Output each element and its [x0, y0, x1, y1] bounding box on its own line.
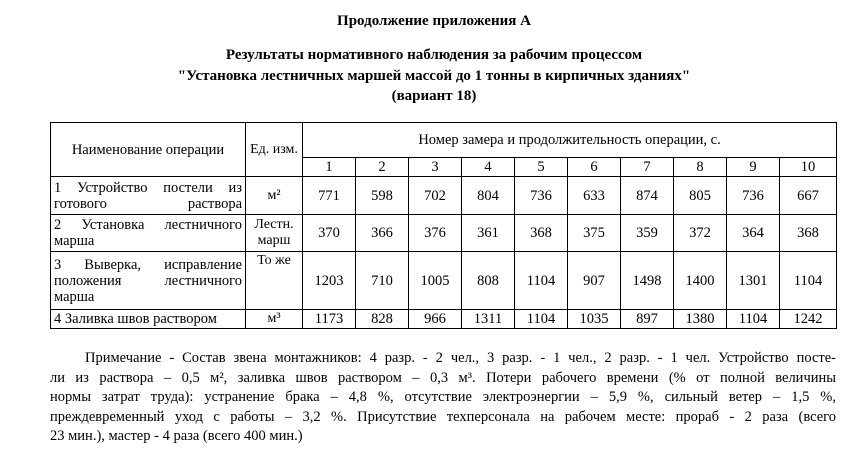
value-cell: 364: [727, 215, 780, 252]
value-cell: 372: [674, 215, 727, 252]
value-cell: 874: [621, 177, 674, 215]
value-cell: 736: [515, 177, 568, 215]
value-cell: 359: [621, 215, 674, 252]
header-number: 6: [568, 158, 621, 177]
value-cell: 1104: [727, 310, 780, 329]
value-cell: 907: [568, 252, 621, 310]
value-cell: 808: [462, 252, 515, 310]
header-number: 4: [462, 158, 515, 177]
value-cell: 1301: [727, 252, 780, 310]
unit-cell: Лестн. марш: [246, 215, 303, 252]
table-row: [51, 215, 837, 252]
header-number: 3: [409, 158, 462, 177]
value-cell: 598: [356, 177, 409, 215]
note-line: Примечание - Состав звена монтажников: 4 разр. - 2 чел., 3 разр. - 1 чел., 2 разр. - 1 чел. Устройство посте-: [85, 350, 836, 366]
note-paragraph: [50, 349, 836, 447]
value-cell: 1173: [303, 310, 356, 329]
value-cell: 736: [727, 177, 780, 215]
table-row: [51, 177, 837, 215]
header-number: 9: [727, 158, 780, 177]
value-cell: 368: [515, 215, 568, 252]
unit-cell: То же: [246, 252, 303, 310]
value-cell: 1104: [515, 252, 568, 310]
value-cell: 1380: [674, 310, 727, 329]
unit-cell: м³: [246, 310, 303, 329]
header-number: 7: [621, 158, 674, 177]
value-cell: 805: [674, 177, 727, 215]
value-cell: 771: [303, 177, 356, 215]
value-cell: 1400: [674, 252, 727, 310]
value-cell: 710: [356, 252, 409, 310]
value-cell: 1104: [780, 252, 837, 310]
table-row: [51, 252, 837, 310]
value-cell: 667: [780, 177, 837, 215]
value-cell: 1498: [621, 252, 674, 310]
note-line: 23 мин.), мастер - 4 раза (всего 400 мин.): [50, 428, 303, 444]
value-cell: 375: [568, 215, 621, 252]
value-cell: 370: [303, 215, 356, 252]
value-cell: 633: [568, 177, 621, 215]
value-cell: 376: [409, 215, 462, 252]
value-cell: 1005: [409, 252, 462, 310]
operation-name: 1 Устройство постели из готового раствора: [51, 177, 246, 215]
value-cell: 897: [621, 310, 674, 329]
header-number: 10: [780, 158, 837, 177]
operation-name: 2 Установка лестничного марша: [51, 215, 246, 252]
value-cell: 804: [462, 177, 515, 215]
value-cell: 828: [356, 310, 409, 329]
value-cell: 1203: [303, 252, 356, 310]
header-number: 1: [303, 158, 356, 177]
value-cell: 702: [409, 177, 462, 215]
note-line: ли из раствора – 0,5 м², заливка швов раствором – 0,3 м³. Потери рабочего времени (% от полной величины: [50, 369, 836, 386]
header-number: 5: [515, 158, 568, 177]
value-cell: 1035: [568, 310, 621, 329]
header-operation: Наименование операции: [51, 123, 246, 177]
process-name: "Установка лестничных маршей массой до 1 тонны в кирпичных зданиях": [177, 68, 691, 84]
value-cell: 361: [462, 215, 515, 252]
value-cell: 966: [409, 310, 462, 329]
value-cell: 366: [356, 215, 409, 252]
operation-name: 4 Заливка швов раствором: [51, 310, 246, 329]
header-row: [51, 123, 837, 158]
variant-label: (вариант 18): [391, 88, 477, 104]
value-cell: 368: [780, 215, 837, 252]
unit-cell: м²: [246, 177, 303, 215]
observation-table: [50, 122, 837, 329]
operation-name: 3 Выверка, исправление положения лестничного марша: [51, 252, 246, 310]
table-row: [51, 310, 837, 329]
appendix-continuation-title: Продолжение приложения А: [337, 13, 531, 29]
header-measurement: Номер замера и продолжительность операции, с.: [303, 123, 837, 158]
header-number: 2: [356, 158, 409, 177]
header-unit: Ед. изм.: [246, 123, 303, 177]
value-cell: 1311: [462, 310, 515, 329]
note-line: преждевременный уход с работы – 3,2 %. Присутствие техперсонала на рабочем месте: прораб - 2 раза (всего: [50, 408, 836, 425]
note-line: нормы затрат труда): устранение брака – 4,8 %, отсутствие электроэнергии – 5,9 %, сильный ветер – 1,5 %,: [50, 389, 836, 405]
header-number: 8: [674, 158, 727, 177]
value-cell: 1104: [515, 310, 568, 329]
value-cell: 1242: [780, 310, 837, 329]
document-heading: Результаты нормативного наблюдения за рабочим процессом: [225, 47, 643, 63]
